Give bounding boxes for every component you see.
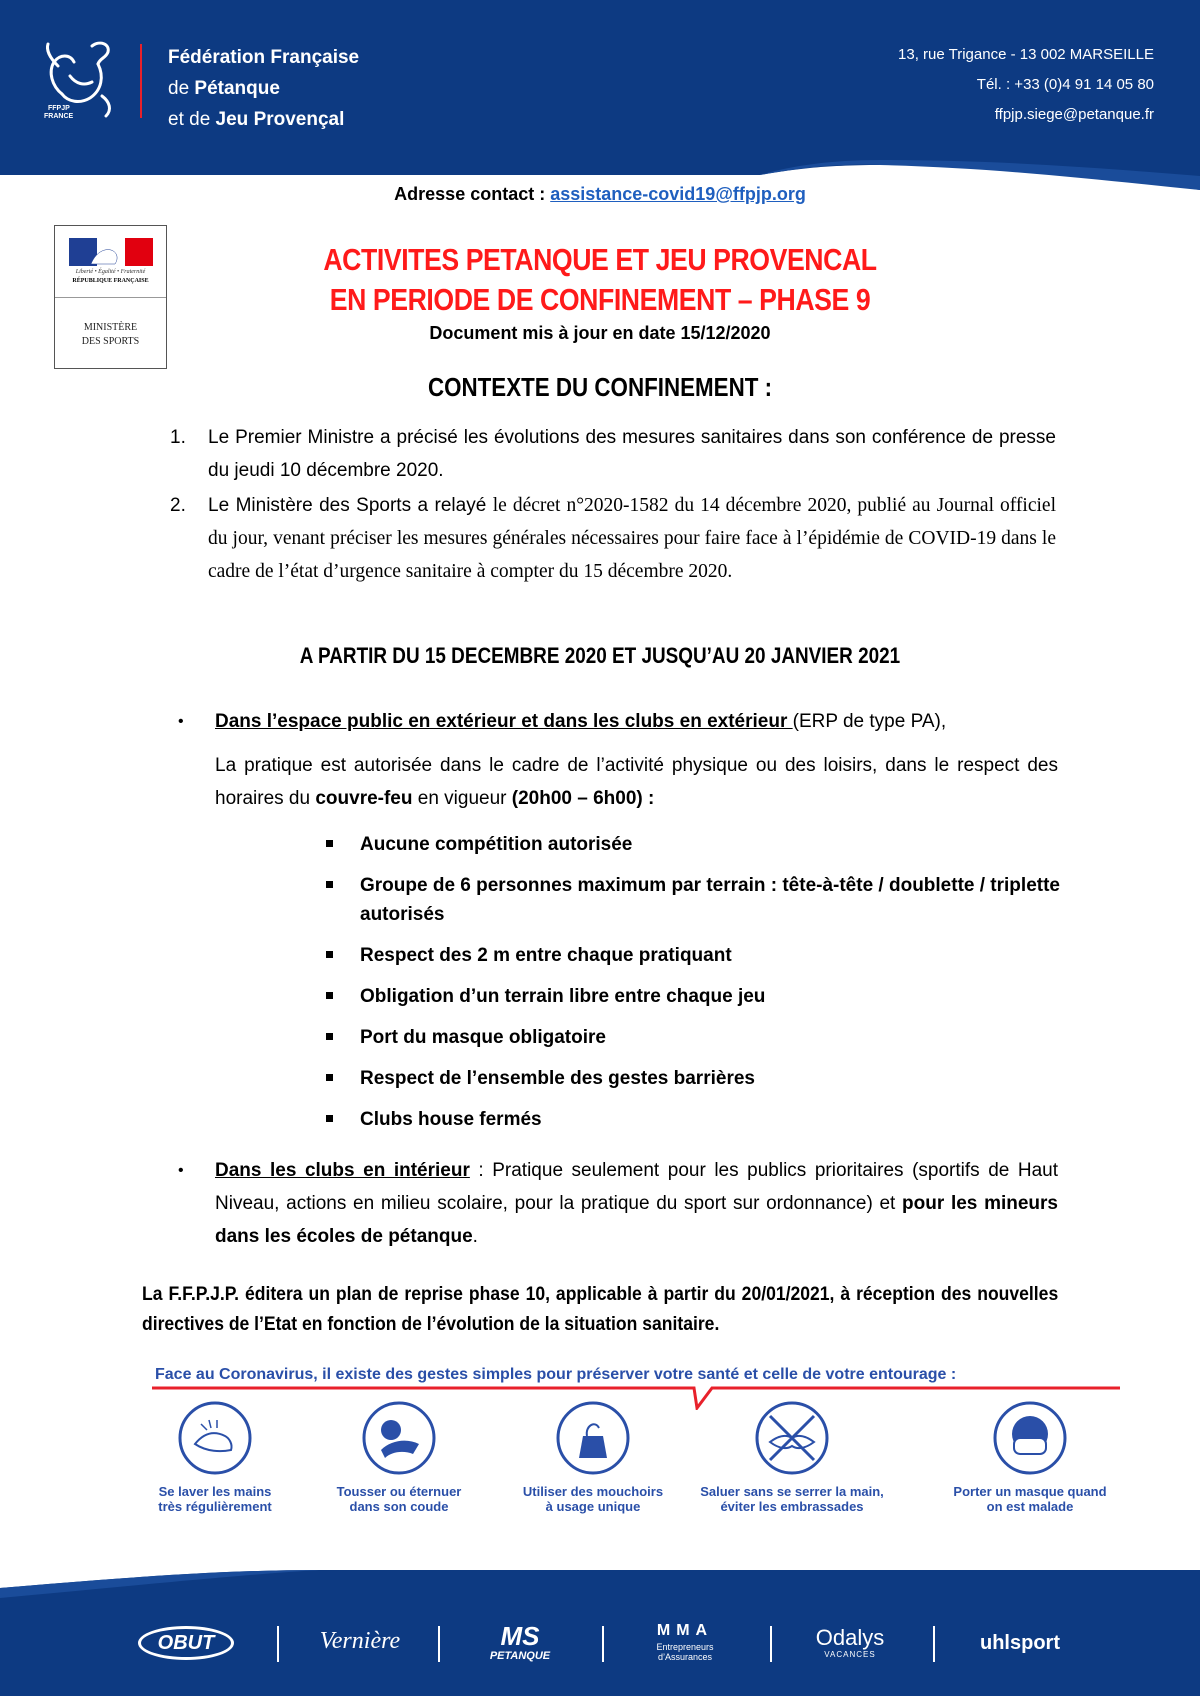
context-heading: CONTEXTE DU CONFINEMENT : [427,372,773,402]
reprise-notice: La F.F.P.J.P. éditera un plan de reprise phase 10, applicable à partir du 20/01/2021, à réception des nouvelles directives de l’Etat en fonction de l’évolution de la situation sanitaire. [142,1283,1059,1335]
svg-text:FFPJP: FFPJP [48,105,70,112]
no-handshake-icon [754,1400,830,1476]
contact-email-link[interactable]: assistance-covid19@ffpjp.org [550,184,806,204]
list-item: Aucune compétition autorisée [322,830,1062,859]
geste-hand-washing: Se laver les mains très régulièrement [120,1400,310,1514]
geste-cough-elbow: Tousser ou éternuer dans son coude [304,1400,494,1514]
sponsor-obut-logo: OBUT [138,1626,234,1660]
indoor-section: • Dans les clubs en intérieur : Pratique seulement pour les publics prioritaires (sportifs de Haut Niveau, actions en milieu scolaire, pour la pratique du sport sur ordonnance) et pour les mineurs dans les écoles de pétanque. [178,1160,1059,1247]
footer-divider [933,1626,935,1662]
geste-tissue: Utiliser des mouchoirs à usage unique [498,1400,688,1514]
list-item: Respect de l’ensemble des gestes barrières [322,1064,1062,1093]
geste-mask: Porter un masque quand on est malade [935,1400,1125,1514]
context-item: 1. Le Premier Ministre a précisé les évolutions des mesures sanitaires dans son conférence de presse du jeudi 10 décembre 2020. [170,427,1056,481]
context-item: 2. Le Ministère des Sports a relayé le décret n°2020-1582 du 14 décembre 2020, publié au Journal officiel du jour, venant préciser les mesures générales nécessaires pour faire face à l’épidémie de COVID-19 dans le cadre de l’état d’urgence sanitaire à compter du 15 décembre 2020. [170,495,1056,582]
ministry-name: MINISTÈRE DES SPORTS [81,322,140,347]
geste-no-handshake: Saluer sans se serrer la main, éviter les embrassades [697,1400,887,1514]
sponsor-mma-logo: MMA Entrepreneurs d’Assurances [656,1622,714,1662]
list-item: Port du masque obligatoire [322,1023,1062,1052]
document-date: Document mis à jour en date 15/12/2020 [429,323,771,343]
sponsor-ms-logo: MS PETANQUE [489,1621,551,1662]
gestes-title: Face au Coronavirus, il existe des gestes simples pour préserver votre santé et celle de votre entourage : [155,1366,957,1383]
outdoor-rules-list [322,830,1062,1134]
footer-divider [277,1626,279,1662]
federation-name: Fédération Française de Pétanque et de Jeu Provençal [168,47,360,130]
document-title: ACTIVITES PETANQUE ET JEU PROVENCAL EN PERIODE DE CONFINEMENT – PHASE 9 [323,242,877,317]
header-contact [898,40,1154,130]
period-heading: A PARTIR DU 15 DECEMBRE 2020 ET JUSQU’AU 20 JANVIER 2021 [299,643,901,668]
outdoor-section: • Dans l’espace public en extérieur et dans les clubs en extérieur (ERP de type PA), [178,711,947,732]
footer-divider [602,1626,604,1662]
list-item: Respect des 2 m entre chaque pratiquant [322,941,1062,970]
header-phone: Tél. : +33 (0)4 91 14 05 80 [976,76,1154,93]
header-email[interactable]: ffpjp.siege@petanque.fr [994,106,1154,123]
footer-divider [438,1626,440,1662]
contact-line: Adresse contact : assistance-covid19@ffpjp.org [394,184,806,204]
sponsor-uhlsport-logo: uhlsport [980,1632,1060,1654]
rooster-logo-icon [40,36,120,122]
header-address: 13, rue Trigance - 13 002 MARSEILLE [898,46,1154,63]
ministry-logo: Liberté • Égalité • Fraternité RÉPUBLIQUE FRANÇAISE MINISTÈRE DES SPORTS [54,225,167,369]
sponsor-verniere-logo: Vernière [319,1628,401,1654]
cough-elbow-icon [361,1400,437,1476]
footer-divider [770,1626,772,1662]
svg-text:FRANCE: FRANCE [44,113,74,120]
sponsor-odalys-logo: Odalys VACANCES [815,1625,885,1659]
list-item: Obligation d’un terrain libre entre chaque jeu [322,982,1062,1011]
list-item: Clubs house fermés [322,1105,1062,1134]
hand-washing-icon [177,1400,253,1476]
page-header [0,0,1200,190]
outdoor-paragraph: La pratique est autorisée dans le cadre de l’activité physique ou des loisirs, dans le respect des horaires du couvre-feu en vigueur (20h00 – 6h00) : [215,755,1058,809]
header-divider [140,44,142,118]
mask-icon [992,1400,1068,1476]
tissue-icon [555,1400,631,1476]
list-item: Groupe de 6 personnes maximum par terrain : tête-à-tête / doublette / triplette autorisés [322,871,1062,929]
